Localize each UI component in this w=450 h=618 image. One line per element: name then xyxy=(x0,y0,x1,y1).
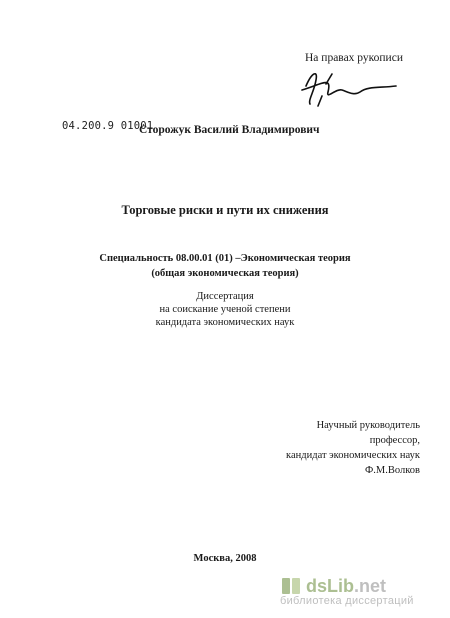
city-year: Москва, 2008 xyxy=(193,553,257,564)
dslib-watermark-link[interactable] xyxy=(280,575,446,617)
supervisor-block xyxy=(272,418,420,478)
author-name: Сторожук Василий Владимирович xyxy=(139,124,320,136)
dissertation-title: Торговые риски и пути их снижения xyxy=(121,203,329,217)
book-icon xyxy=(280,575,302,597)
watermark-tagline: библиотека диссертаций xyxy=(280,595,414,607)
specialty-line: Специальность 08.00.01 (01) –Экономическая теория xyxy=(99,253,351,264)
watermark-brand-main: dsLib xyxy=(306,575,354,596)
signature-image xyxy=(292,66,400,108)
specialty-block xyxy=(0,251,450,281)
watermark-brand xyxy=(306,576,386,597)
supervisor-line-1: Научный руководитель профессор, xyxy=(316,420,420,446)
manuscript-note: На правах рукописи xyxy=(305,52,403,64)
degree-line-3: кандидата экономических наук xyxy=(155,317,295,328)
degree-line-1: Диссертация xyxy=(196,291,254,302)
registration-code: 04.200.9 01001 xyxy=(62,120,154,132)
watermark-logo xyxy=(280,575,446,597)
specialty-subline: (общая экономическая теория) xyxy=(151,268,299,279)
degree-line-2: на соискание ученой степени xyxy=(159,304,291,315)
supervisor-name: Ф.М.Волков xyxy=(364,465,420,476)
watermark-brand-tld: .net xyxy=(354,575,387,596)
degree-block xyxy=(0,290,450,329)
supervisor-line-2: кандидат экономических наук xyxy=(286,450,420,461)
